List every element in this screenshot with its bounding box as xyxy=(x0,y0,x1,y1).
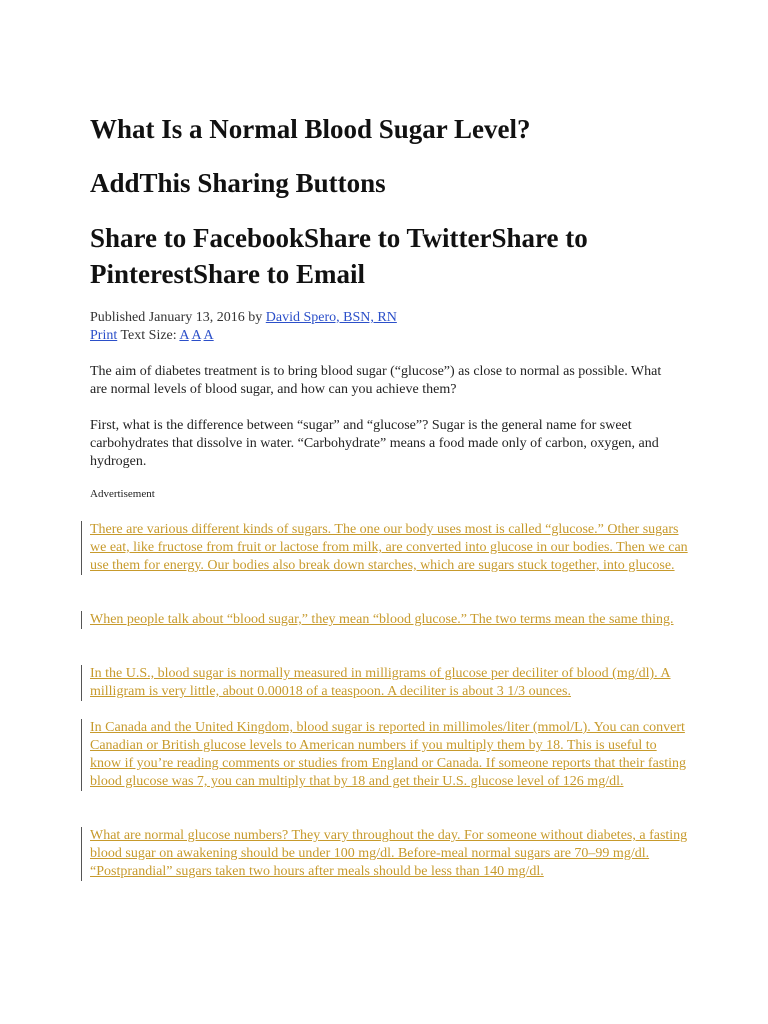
share-facebook-link[interactable]: Share to Facebook xyxy=(90,223,304,253)
addthis-heading: AddThis Sharing Buttons xyxy=(90,168,386,198)
share-email-link[interactable]: Share to Email xyxy=(192,259,365,289)
author-link[interactable]: David Spero, BSN, RN xyxy=(265,310,397,325)
blockquote xyxy=(81,827,690,881)
quote-text[interactable]: What are normal glucose numbers? They vary throughout the day. For someone without diabetes, a fasting blood sugar on awakening should be under 100 mg/dl. Before-meal normal sugars are 70–99 mg/dl. “Postprandial” sugars taken two hours after meals should be less than 140 mg/dl. xyxy=(90,828,688,879)
byline xyxy=(90,309,397,327)
quote-text[interactable]: When people talk about “blood sugar,” they mean “blood glucose.” The two terms mean the same thing. xyxy=(90,612,674,627)
advertisement-label: Advertisement xyxy=(90,488,155,500)
blockquote xyxy=(81,611,690,629)
print-link[interactable]: Print xyxy=(90,328,118,343)
intro-paragraph: The aim of diabetes treatment is to bring blood sugar (“glucose”) as close to normal as possible. What are normal levels of blood sugar, and how can you achieve them? xyxy=(90,364,662,397)
quote-text[interactable]: There are various different kinds of sugars. The one our body uses most is called “glucose.” Other sugars we eat, like fructose from fruit or lactose from milk, are converted into glucose in our bodies. Then we can use them for energy. Our bodies also break down starches, which are sugars stuck together, into glucose. xyxy=(90,522,688,573)
page-title: What Is a Normal Blood Sugar Level? xyxy=(90,114,531,144)
blockquote xyxy=(81,719,690,791)
print-tools xyxy=(90,327,397,345)
blockquote xyxy=(81,665,690,701)
article-meta xyxy=(90,309,397,345)
blockquote xyxy=(81,521,690,575)
text-size-label: Text Size: xyxy=(120,328,177,343)
text-size-small-link[interactable]: A xyxy=(179,328,189,343)
share-links xyxy=(90,220,680,292)
share-twitter-link[interactable]: Share to Twitter xyxy=(304,223,492,253)
quote-text[interactable]: In Canada and the United Kingdom, blood sugar is reported in millimoles/liter (mmol/L). You can convert Canadian or British glucose levels to American numbers if you multiply them by 18. This is useful to know if you’re reading comments or studies from England or Canada. If someone reports that their fasting blood glucose was 7, you can multiply that by 18 and get their U.S. glucose level of 126 mg/dl. xyxy=(90,720,687,789)
text-size-large-link[interactable]: A xyxy=(203,328,214,343)
quote-text[interactable]: In the U.S., blood sugar is normally measured in milligrams of glucose per deciliter of blood (mg/dl). A milligram is very little, about 0.00018 of a teaspoon. A deciliter is about 3 1/3 ounces. xyxy=(90,666,671,699)
published-date: Published January 13, 2016 by xyxy=(90,310,263,325)
text-size-medium-link[interactable]: A xyxy=(191,328,201,343)
share-pinterest-link[interactable]: Share to Pinterest xyxy=(90,223,588,289)
sugar-glucose-paragraph: First, what is the difference between “sugar” and “glucose”? Sugar is the general name for sweet carbohydrates that dissolve in water. “Carbohydrate” means a food made only of carbon, oxygen, and hydrogen. xyxy=(90,418,659,469)
